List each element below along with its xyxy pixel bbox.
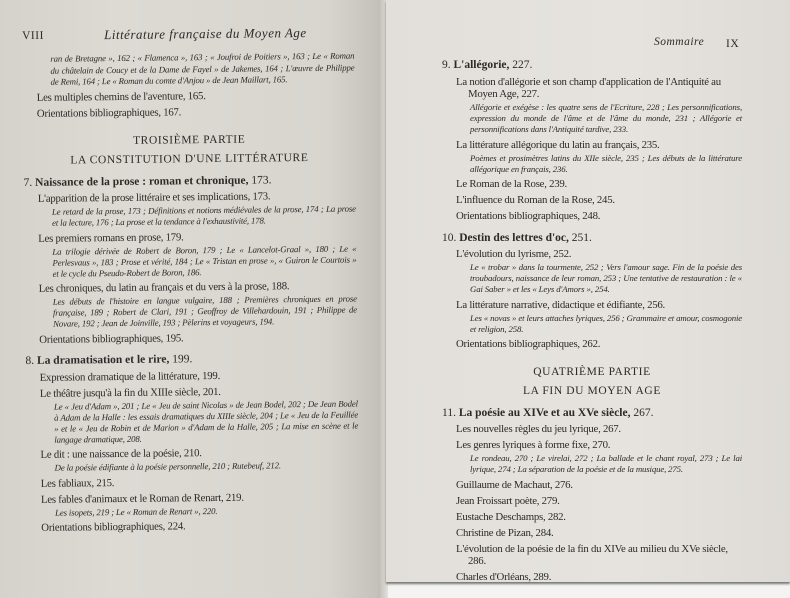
toc-section: La littérature allégorique du latin au français, 235. — [456, 138, 660, 151]
toc-section: Orientations bibliographiques, 224. — [41, 520, 186, 534]
toc-section: L'apparition de la prose littéraire et ses implications, 173. — [37, 190, 271, 205]
toc-section: Guillaume de Machaut, 276. — [456, 478, 573, 491]
part-title: LA FIN DU MOYEN AGE — [523, 384, 661, 397]
toc-subentries: Le « trobar » dans la tourmente, 252 ; Vers l'amour sage. Fin de la poésie des troubadours, naissance de leur roman, 253 ; Une tentative de restauration : le « Gai Saber » et les « Leys d'Amors », 254. — [470, 262, 742, 294]
chapter-heading — [24, 172, 356, 189]
toc-section: Orientations bibliographiques, 262. — [456, 338, 601, 350]
toc-section: Les multiples chemins de l'aventure, 165. — [36, 90, 206, 104]
toc-subentries: Les débuts de l'histoire en langue vulgaire, 188 ; Premières chroniques en prose française, 189 ; Robert de Clari, 191 ; Geoffroy de Villehardouin, 191 ; Philippe de Novare, 192 ; Jean de Joinville, 193 ; Pèlerins et voyageurs, 194. — [52, 293, 358, 329]
toc-section: Orientations bibliographiques, 195. — [39, 331, 184, 346]
right-page — [386, 0, 790, 582]
toc-section: L'évolution de la poésie de la fin du XIVe au milieu du XVe siècle, 286. — [456, 542, 728, 567]
toc-subentries: Le rondeau, 270 ; Le virelai, 272 ; La ballade et le chant royal, 273 ; Le lai lyrique, 274 ; La séparation de la poésie et de la musique, 275. — [470, 453, 742, 474]
toc-section: Le théâtre jusqu'à la fin du XIIIe siècle, 201. — [39, 385, 221, 400]
part-title: LA CONSTITUTION D'UNE LITTÉRATURE — [70, 151, 309, 167]
toc-subentries: La trilogie dérivée de Robert de Boron, 179 ; Le « Lancelot-Graal », 180 ; Le « Perlesvaus », 183 ; Prose et vérité, 184 ; Le « Tristan en prose », « Guiron le Courtois » et le cycle du Pseudo-Robert de Boron, 186. — [52, 243, 357, 279]
chapter-heading — [442, 231, 742, 245]
page-header — [22, 25, 354, 48]
toc-section: L'évolution du lyrisme, 252. — [456, 248, 572, 260]
chapter-page: 267. — [633, 406, 654, 419]
chapter-number: 8. — [25, 354, 35, 367]
running-title: Sommaire — [654, 36, 705, 48]
toc-section: L'influence du Roman de la Rose, 245. — [456, 194, 615, 206]
chapter-page: 227. — [512, 59, 533, 71]
page-number: IX — [726, 38, 740, 50]
chapter-list — [24, 172, 360, 534]
toc-section: La littérature narrative, didactique et édifiante, 256. — [456, 298, 665, 311]
part-heading — [442, 365, 742, 398]
left-page — [0, 0, 384, 598]
chapter-number: 11. — [442, 406, 456, 419]
chapter-number: 7. — [23, 176, 33, 189]
toc-subentries: Allégorie et exégèse : les quatre sens de l'Ecriture, 228 ; Les personnifications, expression du monde de l'âme et de l'âme du monde, 231 ; Allégorie et personnifications dans l'Antiquité tardive, 233. — [470, 102, 742, 134]
toc-section: Christine de Pizan, 284. — [456, 526, 554, 539]
toc-subentries: Le « Jeu d'Adam », 201 ; Le « Jeu de saint Nicolas » de Jean Bodel, 202 ; De Jean Bodel à Adam de la Halle : les essais dramatiques du XIIIe siècle, 204 ; Le « Jeu de la Feuillée » et le « Jeu de Robin et de Marion » d'Adam de la Halle, 205 ; La mise en scène et le langage dramatique, 208. — [53, 398, 359, 445]
part-number: TROISIÈME PARTIE — [132, 133, 246, 147]
chapter-title: Destin des lettres d'oc, — [459, 231, 569, 244]
toc-section: Les fabliaux, 215. — [40, 476, 115, 490]
toc-subentries: De la poésie édifiante à la poésie personnelle, 210 ; Rutebeuf, 212. — [54, 460, 281, 473]
chapter-page: 251. — [571, 231, 592, 244]
toc-section: Les genres lyriques à forme fixe, 270. — [456, 439, 611, 451]
running-title: Littérature française du Moyen Age — [103, 25, 307, 43]
toc-section: Jean Froissart poète, 279. — [456, 494, 560, 507]
part-number: QUATRIÈME PARTIE — [533, 365, 651, 378]
toc-section: Expression dramatique de la littérature, 199. — [39, 369, 221, 384]
chapter-heading — [25, 351, 357, 368]
toc-subentries: Les isopets, 219 ; Le « Roman de Renart », 220. — [55, 505, 218, 518]
chapter-title: L'allégorie, — [453, 59, 510, 71]
toc-section: Les chroniques, du latin au français et du vers à la prose, 188. — [38, 280, 290, 295]
toc-subentries: Les « novas » et leurs attaches lyriques, 256 ; Grammaire et amour, cosmogonie et religion, 258. — [470, 312, 742, 334]
toc-section: La notion d'allégorie et son champ d'application de l'Antiquité au Moyen Age, 227. — [456, 75, 721, 100]
toc-section: Eustache Deschamps, 282. — [456, 510, 566, 523]
toc-subentries: Poèmes et prosimètres latins du XIIe siècle, 235 ; Les débuts de la littérature allégorique en français, 236. — [470, 152, 742, 174]
chapter-number: 9. — [442, 59, 451, 71]
chapter-list — [442, 406, 742, 584]
chapter-page: 173. — [251, 173, 272, 187]
toc-section: Les premiers romans en prose, 179. — [38, 230, 184, 245]
toc-section: Les fables d'animaux et le Roman de Renart, 219. — [40, 491, 244, 506]
page-header — [442, 36, 742, 56]
part-heading — [23, 131, 355, 167]
chapter-title: Naissance de la prose : roman et chronique, — [35, 174, 249, 189]
chapter-list — [442, 58, 742, 351]
toc-section: Charles d'Orléans, 289. — [456, 571, 552, 583]
toc-subentries: Le retard de la prose, 173 ; Définitions et notions médiévales de la prose, 174 ; La prose et la lecture, 176 ; La prose et la tendance à l'exhaustivité, 178. — [51, 203, 356, 228]
continued-subentries: ran de Bretagne », 162 ; « Flamenca », 163 ; « Joufroi de Poitiers », 163 ; Le « Roman du châtelain de Coucy et de la Dame de Fayel » de Jakemes, 164 ; L'œuvre de Philippe de Remi, 164 ; Le « Roman du comte d'Anjou » de Jean Maillart, 165. — [50, 50, 355, 87]
page-number: VIII — [22, 29, 44, 42]
toc-section: Le Roman de la Rose, 239. — [456, 178, 567, 190]
chapter-page: 199. — [172, 353, 193, 366]
toc-section: Orientations bibliographiques, 167. — [36, 106, 182, 120]
toc-section: Orientations bibliographiques, 248. — [456, 210, 601, 222]
chapter-heading — [442, 406, 742, 420]
chapter-title: La poésie au XIVe et au XVe siècle, — [458, 406, 631, 419]
chapter-title: La dramatisation et le rire, — [36, 353, 170, 367]
toc-section: Les nouvelles règles du jeu lyrique, 267. — [456, 423, 621, 435]
toc-section: Le dit : une naissance de la poésie, 210. — [40, 447, 202, 461]
chapter-heading — [442, 58, 742, 72]
chapter-number: 10. — [442, 231, 457, 244]
